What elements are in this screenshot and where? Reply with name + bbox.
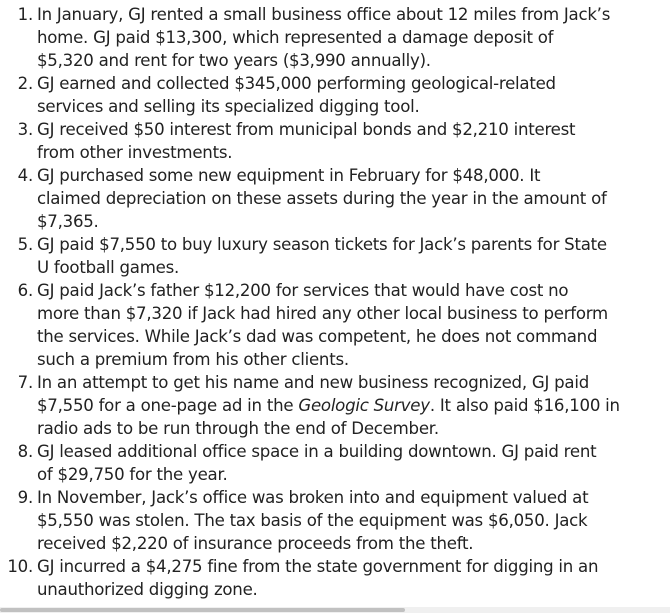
item-number: 4.: [17, 166, 33, 185]
item-line: radio ads to be run through the end of December.: [37, 419, 439, 438]
item-number: 6.: [17, 281, 33, 300]
item-line: of $29,750 for the year.: [37, 465, 228, 484]
list-item-3: [0, 118, 664, 164]
list-item-9: [0, 486, 664, 555]
numbered-list: [0, 3, 664, 601]
item-line: GJ paid $7,550 to buy luxury season tickets for Jack’s parents for State: [37, 235, 607, 254]
item-line: In November, Jack’s office was broken into and equipment valued at: [37, 488, 589, 507]
list-item-2: [0, 72, 664, 118]
list-item-7: [0, 371, 664, 440]
item-line: home. GJ paid $13,300, which represented a damage deposit of: [37, 28, 554, 47]
item-line: received $2,220 of insurance proceeds from the theft.: [37, 534, 474, 553]
scrollbar-thumb[interactable]: [0, 608, 405, 612]
item-line: claimed depreciation on these assets during the year in the amount of: [37, 189, 607, 208]
item-line: In January, GJ rented a small business office about 12 miles from Jack’s: [37, 5, 611, 24]
list-item-4: [0, 164, 664, 233]
item-line: GJ received $50 interest from municipal bonds and $2,210 interest: [37, 120, 576, 139]
item-text: [37, 118, 664, 164]
item-line: $5,550 was stolen. The tax basis of the equipment was $6,050. Jack: [37, 511, 588, 530]
item-number: 1.: [17, 5, 33, 24]
item-line: from other investments.: [37, 143, 233, 162]
item-line: GJ earned and collected $345,000 performing geological-related: [37, 74, 556, 93]
item-line: services and selling its specialized digging tool.: [37, 97, 420, 116]
item-text: [37, 279, 664, 371]
item-number: 7.: [17, 373, 33, 392]
item-line: GJ incurred a $4,275 fine from the state government for digging in an: [37, 557, 599, 576]
item-text: [37, 164, 664, 233]
item-line: such a premium from his other clients.: [37, 350, 349, 369]
list-item-6: [0, 279, 664, 371]
item-text: [37, 371, 664, 440]
publication-title: Geologic Survey: [298, 396, 430, 415]
item-number: 2.: [17, 74, 33, 93]
horizontal-scrollbar[interactable]: [0, 607, 670, 613]
item-text: [37, 440, 664, 486]
item-number: 8.: [17, 442, 33, 461]
list-item-5: [0, 233, 664, 279]
list-item-8: [0, 440, 664, 486]
item-number: 9.: [17, 488, 33, 507]
item-text: [37, 555, 664, 601]
list-item-10: [0, 555, 664, 601]
item-text: [37, 486, 664, 555]
item-text: [37, 233, 664, 279]
item-line: GJ leased additional office space in a building downtown. GJ paid rent: [37, 442, 597, 461]
item-line: more than $7,320 if Jack had hired any other local business to perform: [37, 304, 608, 323]
list-item-1: [0, 3, 664, 72]
item-number: 5.: [17, 235, 33, 254]
item-line: $7,365.: [37, 212, 99, 231]
item-line: the services. While Jack’s dad was competent, he does not command: [37, 327, 598, 346]
item-text: [37, 72, 664, 118]
item-text: [37, 3, 664, 72]
item-number: 3.: [17, 120, 33, 139]
item-line: GJ purchased some new equipment in February for $48,000. It: [37, 166, 541, 185]
item-number: 10.: [7, 557, 33, 576]
item-line-part: $7,550 for a one-page ad in the: [37, 396, 299, 415]
item-line: unauthorized digging zone.: [37, 580, 258, 599]
item-line: GJ paid Jack’s father $12,200 for services that would have cost no: [37, 281, 569, 300]
item-line: U football games.: [37, 258, 180, 277]
item-line: $5,320 and rent for two years ($3,990 annually).: [37, 51, 431, 70]
item-line: [37, 394, 664, 417]
item-line-part: . It also paid $16,100 in: [429, 396, 620, 415]
item-line: In an attempt to get his name and new business recognized, GJ paid: [37, 373, 589, 392]
